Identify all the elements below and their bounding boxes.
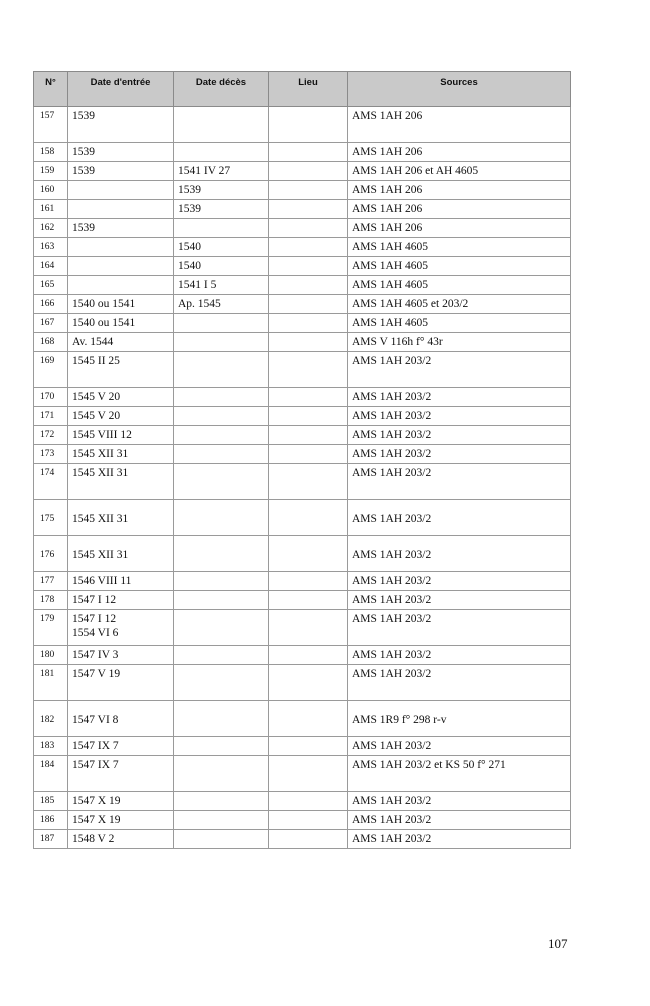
cell-sources: AMS 1AH 203/2 <box>348 536 571 572</box>
table-row <box>34 591 571 610</box>
cell-place <box>269 811 348 830</box>
cell-number: 186 <box>34 811 68 830</box>
cell-death-date <box>174 388 269 407</box>
cell-place <box>269 219 348 238</box>
table-row <box>34 181 571 200</box>
cell-number: 165 <box>34 276 68 295</box>
cell-place <box>269 572 348 591</box>
table-row <box>34 572 571 591</box>
cell-entry-date: 1539 <box>68 162 174 181</box>
cell-sources: AMS 1AH 206 <box>348 200 571 219</box>
table-row <box>34 426 571 445</box>
cell-number: 169 <box>34 352 68 388</box>
cell-place <box>269 388 348 407</box>
cell-sources: AMS 1AH 4605 <box>348 276 571 295</box>
cell-death-date <box>174 426 269 445</box>
cell-entry-date: 1547 IX 7 <box>68 756 174 792</box>
cell-entry-date: 1547 I 12 <box>68 591 174 610</box>
table-row <box>34 536 571 572</box>
cell-death-date <box>174 219 269 238</box>
cell-place <box>269 352 348 388</box>
cell-number: 174 <box>34 464 68 500</box>
cell-death-date <box>174 646 269 665</box>
cell-place <box>269 610 348 646</box>
cell-place <box>269 162 348 181</box>
cell-death-date: 1539 <box>174 200 269 219</box>
cell-entry-date <box>68 276 174 295</box>
table-row <box>34 701 571 737</box>
cell-place <box>269 238 348 257</box>
cell-death-date: 1540 <box>174 238 269 257</box>
table-row <box>34 333 571 352</box>
cell-number: 163 <box>34 238 68 257</box>
cell-number: 172 <box>34 426 68 445</box>
cell-number: 182 <box>34 701 68 737</box>
cell-entry-date: 1540 ou 1541 <box>68 314 174 333</box>
cell-number: 171 <box>34 407 68 426</box>
cell-death-date <box>174 591 269 610</box>
cell-sources: AMS 1AH 203/2 <box>348 572 571 591</box>
cell-death-date: 1541 IV 27 <box>174 162 269 181</box>
cell-sources: AMS 1AH 206 <box>348 107 571 143</box>
cell-sources: AMS 1AH 206 et AH 4605 <box>348 162 571 181</box>
cell-death-date: 1541 I 5 <box>174 276 269 295</box>
cell-death-date <box>174 737 269 756</box>
cell-sources: AMS 1AH 203/2 <box>348 388 571 407</box>
cell-place <box>269 107 348 143</box>
table-row <box>34 756 571 792</box>
cell-number: 166 <box>34 295 68 314</box>
cell-entry-date: 1548 V 2 <box>68 830 174 849</box>
cell-place <box>269 143 348 162</box>
cell-entry-date: 1547 I 12 1554 VI 6 <box>68 610 174 646</box>
table-row <box>34 200 571 219</box>
table-row <box>34 811 571 830</box>
cell-number: 177 <box>34 572 68 591</box>
cell-sources: AMS 1AH 203/2 <box>348 464 571 500</box>
cell-number: 170 <box>34 388 68 407</box>
cell-entry-date: 1547 X 19 <box>68 811 174 830</box>
cell-number: 168 <box>34 333 68 352</box>
cell-death-date: 1539 <box>174 181 269 200</box>
cell-entry-date: 1547 IV 3 <box>68 646 174 665</box>
cell-number: 173 <box>34 445 68 464</box>
cell-sources: AMS 1R9 f° 298 r-v <box>348 701 571 737</box>
cell-death-date <box>174 811 269 830</box>
cell-place <box>269 646 348 665</box>
cell-sources: AMS 1AH 203/2 <box>348 646 571 665</box>
cell-death-date <box>174 665 269 701</box>
cell-place <box>269 200 348 219</box>
cell-death-date <box>174 143 269 162</box>
cell-place <box>269 407 348 426</box>
cell-number: 178 <box>34 591 68 610</box>
cell-death-date <box>174 756 269 792</box>
cell-place <box>269 500 348 536</box>
table-header-row <box>34 72 571 107</box>
column-header-place: Lieu <box>269 72 348 107</box>
cell-place <box>269 181 348 200</box>
table-row <box>34 646 571 665</box>
table-row <box>34 665 571 701</box>
cell-number: 181 <box>34 665 68 701</box>
cell-sources: AMS 1AH 203/2 <box>348 426 571 445</box>
page-number: 107 <box>548 936 568 951</box>
cell-sources: AMS 1AH 203/2 <box>348 792 571 811</box>
cell-sources: AMS 1AH 203/2 <box>348 352 571 388</box>
cell-number: 157 <box>34 107 68 143</box>
cell-entry-date: 1539 <box>68 219 174 238</box>
cell-death-date <box>174 792 269 811</box>
cell-entry-date: 1547 IX 7 <box>68 737 174 756</box>
cell-place <box>269 536 348 572</box>
table-row <box>34 500 571 536</box>
cell-death-date: Ap. 1545 <box>174 295 269 314</box>
cell-death-date <box>174 572 269 591</box>
cell-entry-date: 1545 II 25 <box>68 352 174 388</box>
cell-entry-date <box>68 181 174 200</box>
cell-entry-date: 1539 <box>68 107 174 143</box>
cell-number: 158 <box>34 143 68 162</box>
cell-sources: AMS 1AH 4605 <box>348 314 571 333</box>
cell-entry-date <box>68 238 174 257</box>
cell-death-date <box>174 830 269 849</box>
cell-number: 185 <box>34 792 68 811</box>
table-row <box>34 143 571 162</box>
cell-entry-date: 1539 <box>68 143 174 162</box>
cell-death-date <box>174 500 269 536</box>
cell-place <box>269 464 348 500</box>
cell-entry-date: 1545 XII 31 <box>68 464 174 500</box>
cell-death-date <box>174 107 269 143</box>
table-row <box>34 257 571 276</box>
cell-entry-date: 1547 X 19 <box>68 792 174 811</box>
cell-death-date <box>174 464 269 500</box>
cell-sources: AMS 1AH 203/2 <box>348 610 571 646</box>
cell-place <box>269 830 348 849</box>
cell-entry-date: 1545 XII 31 <box>68 536 174 572</box>
cell-entry-date: 1547 VI 8 <box>68 701 174 737</box>
column-header-death-date: Date décès <box>174 72 269 107</box>
cell-sources: AMS 1AH 203/2 <box>348 737 571 756</box>
cell-number: 175 <box>34 500 68 536</box>
cell-sources: AMS 1AH 4605 et 203/2 <box>348 295 571 314</box>
column-header-sources: Sources <box>348 72 571 107</box>
cell-number: 180 <box>34 646 68 665</box>
table-row <box>34 352 571 388</box>
cell-place <box>269 756 348 792</box>
cell-number: 161 <box>34 200 68 219</box>
cell-entry-date <box>68 257 174 276</box>
cell-place <box>269 445 348 464</box>
column-header-number: N° <box>34 72 68 107</box>
cell-number: 162 <box>34 219 68 238</box>
table-row <box>34 219 571 238</box>
cell-death-date <box>174 352 269 388</box>
cell-place <box>269 591 348 610</box>
table-row <box>34 276 571 295</box>
table-row <box>34 238 571 257</box>
cell-entry-date <box>68 200 174 219</box>
cell-place <box>269 276 348 295</box>
cell-number: 159 <box>34 162 68 181</box>
cell-sources: AMS 1AH 206 <box>348 143 571 162</box>
cell-place <box>269 426 348 445</box>
cell-death-date <box>174 701 269 737</box>
cell-sources: AMS 1AH 203/2 <box>348 591 571 610</box>
table-row <box>34 107 571 143</box>
cell-entry-date: 1540 ou 1541 <box>68 295 174 314</box>
cell-entry-date: 1547 V 19 <box>68 665 174 701</box>
table-row <box>34 314 571 333</box>
cell-sources: AMS 1AH 203/2 <box>348 445 571 464</box>
table-row <box>34 464 571 500</box>
cell-place <box>269 665 348 701</box>
table-row <box>34 295 571 314</box>
cell-place <box>269 257 348 276</box>
table-row <box>34 792 571 811</box>
cell-entry-date: 1545 V 20 <box>68 407 174 426</box>
cell-place <box>269 792 348 811</box>
cell-death-date <box>174 536 269 572</box>
cell-place <box>269 295 348 314</box>
cell-sources: AMS 1AH 203/2 <box>348 500 571 536</box>
cell-number: 187 <box>34 830 68 849</box>
cell-death-date <box>174 314 269 333</box>
cell-entry-date: 1545 XII 31 <box>68 500 174 536</box>
cell-number: 167 <box>34 314 68 333</box>
register-table <box>33 71 571 849</box>
cell-sources: AMS 1AH 203/2 et KS 50 f° 271 <box>348 756 571 792</box>
cell-sources: AMS 1AH 203/2 <box>348 665 571 701</box>
cell-sources: AMS 1AH 206 <box>348 219 571 238</box>
cell-death-date: 1540 <box>174 257 269 276</box>
cell-sources: AMS 1AH 206 <box>348 181 571 200</box>
cell-death-date <box>174 445 269 464</box>
table-row <box>34 388 571 407</box>
cell-place <box>269 737 348 756</box>
cell-entry-date: 1545 XII 31 <box>68 445 174 464</box>
cell-entry-date: 1546 VIII 11 <box>68 572 174 591</box>
cell-death-date <box>174 610 269 646</box>
cell-number: 176 <box>34 536 68 572</box>
cell-entry-date: 1545 V 20 <box>68 388 174 407</box>
cell-sources: AMS 1AH 203/2 <box>348 811 571 830</box>
cell-death-date <box>174 333 269 352</box>
column-header-entry-date: Date d'entrée <box>68 72 174 107</box>
cell-sources: AMS 1AH 4605 <box>348 257 571 276</box>
cell-place <box>269 701 348 737</box>
cell-sources: AMS 1AH 203/2 <box>348 407 571 426</box>
cell-place <box>269 314 348 333</box>
table-row <box>34 610 571 646</box>
table-row <box>34 830 571 849</box>
cell-sources: AMS 1AH 4605 <box>348 238 571 257</box>
cell-sources: AMS 1AH 203/2 <box>348 830 571 849</box>
table-row <box>34 737 571 756</box>
cell-number: 160 <box>34 181 68 200</box>
cell-sources: AMS V 116h f° 43r <box>348 333 571 352</box>
cell-entry-date: 1545 VIII 12 <box>68 426 174 445</box>
cell-number: 184 <box>34 756 68 792</box>
table-row <box>34 445 571 464</box>
cell-death-date <box>174 407 269 426</box>
cell-number: 164 <box>34 257 68 276</box>
table-row <box>34 407 571 426</box>
cell-place <box>269 333 348 352</box>
cell-entry-date: Av. 1544 <box>68 333 174 352</box>
cell-number: 179 <box>34 610 68 646</box>
cell-number: 183 <box>34 737 68 756</box>
table-body <box>34 107 571 849</box>
table-row <box>34 162 571 181</box>
